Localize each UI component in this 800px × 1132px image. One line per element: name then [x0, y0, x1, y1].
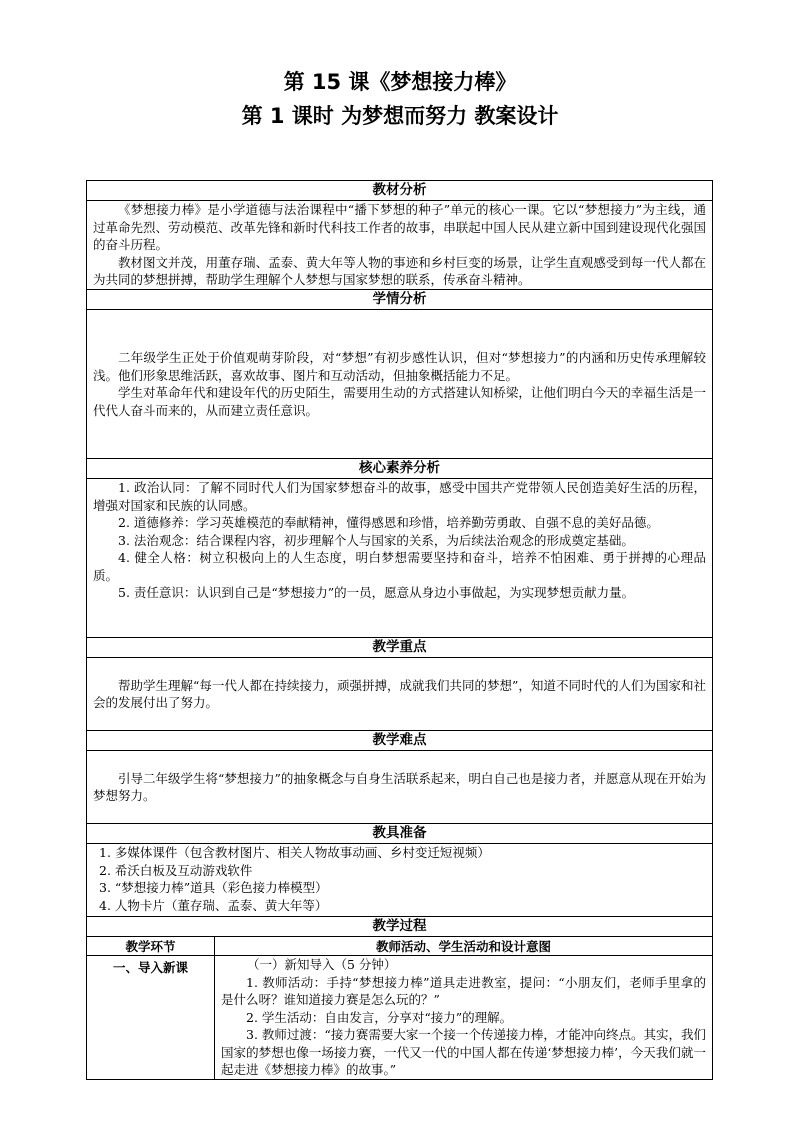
paragraph: 教材图文并茂，用董存瑞、孟泰、黄大年等人物的事迹和乡村巨变的场景，让学生直观感受到每一代人都在为共同的梦想拼搏，帮助学生理解个人梦想与国家梦想的联系，传承奋斗精神。 [93, 254, 706, 287]
lesson-plan-table [86, 180, 713, 1080]
section-heading-literacy: 核心素养分析 [87, 459, 713, 479]
section-body-students [87, 310, 713, 459]
section-heading-process: 教学过程 [87, 917, 713, 937]
stage-label: 一、导入新课 [87, 956, 215, 1080]
section-body-tools [87, 844, 713, 917]
section-body-difficulty [87, 751, 713, 824]
paragraph: 1. 政治认同：了解不同时代人们为国家梦想奋斗的故事，感受中国共产党带领人民创造美好生活的历程，增强对国家和民族的认同感。 [93, 480, 706, 513]
document-subtitle: 第 1 课时 为梦想而努力 教案设计 [241, 104, 559, 128]
list-item: 4. 人物卡片（董存瑞、孟泰、黄大年等） [99, 897, 328, 913]
paragraph: 二年级学生正处于价值观萌芽阶段，对“梦想”有初步感性认识，但对“梦想接力”的内涵和历史传承理解较浅。他们形象思维活跃，喜欢故事、图片和互动活动，但抽象概括能力不足。 [93, 350, 706, 383]
section-body-literacy [87, 479, 713, 638]
paragraph: 3. 教师过渡：“接力赛需要大家一个接一个传递接力棒，才能冲向终点。其实，我们国家的梦想也像一场接力赛，一代又一代的中国人都在传递‘梦想接力棒’，今天我们就一起走进《梦想接力棒》的故事。” [221, 1027, 706, 1077]
paragraph: 《梦想接力棒》是小学道德与法治课程中“播下梦想的种子”单元的核心一课。它以“梦想接力”为主线，通过革命先烈、劳动模范、改革先锋和新时代科技工作者的故事，串联起中国人民从建立新中国到建设现代化强国的奋斗历程。 [93, 202, 706, 252]
section-heading-keypoint: 教学重点 [87, 638, 713, 658]
section-heading-students: 学情分析 [87, 290, 713, 310]
column-header-activity: 教师活动、学生活动和设计意图 [215, 937, 713, 956]
list-item: 1. 多媒体课件（包含教材图片、相关人物故事动画、乡村变迁短视频） [99, 845, 490, 860]
column-header-stage: 教学环节 [87, 937, 215, 956]
list-item: 2. 希沃白板及互动游戏软件 [99, 862, 253, 878]
paragraph: 引导二年级学生将“梦想接力”的抽象概念与自身生活联系起来，明白自己也是接力者，并愿意从现在开始为梦想努力。 [93, 770, 706, 803]
stage-activity [215, 956, 713, 1080]
paragraph: 2. 学生活动：自由发言，分享对“接力”的理解。 [246, 1009, 513, 1025]
section-body-textbook [87, 201, 713, 290]
section-heading-textbook: 教材分析 [87, 181, 713, 201]
paragraph: 5. 责任意识：认识到自己是“梦想接力”的一员，愿意从身边小事做起，为实现梦想贡献力量。 [118, 585, 635, 600]
paragraph: 3. 法治观念：结合课程内容，初步理解个人与国家的关系，为后续法治观念的形成奠定基础。 [118, 532, 634, 548]
paragraph: 帮助学生理解“每一代人都在持续接力，顽强拼搏，成就我们共同的梦想”，知道不同时代的人们为国家和社会的发展付出了努力。 [93, 677, 706, 710]
paragraph: 1. 教师活动：手持“梦想接力棒”道具走进教室，提问：“小朋友们，老师手里拿的是什么呀？谁知道接力赛是怎么玩的？” [221, 974, 706, 1007]
section-heading-tools: 教具准备 [87, 824, 713, 844]
list-item: 3. “梦想接力棒”道具（彩色接力棒模型） [99, 880, 328, 895]
section-heading-difficulty: 教学难点 [87, 731, 713, 751]
paragraph: 2. 道德修养：学习英雄模范的奉献精神，懂得感恩和珍惜，培养勤劳勇敢、自强不息的美好品德。 [118, 515, 659, 530]
subheading: （一）新知导入（5 分钟） [247, 957, 397, 972]
document-title: 第 15 课《梦想接力棒》 [283, 70, 517, 94]
paragraph: 学生对革命年代和建设年代的历史陌生，需要用生动的方式搭建认知桥梁，让他们明白今天的幸福生活是一代代人奋斗而来的，从而建立责任意识。 [93, 385, 706, 418]
section-body-keypoint [87, 658, 713, 731]
paragraph: 4. 健全人格：树立积极向上的人生态度，明白梦想需要坚持和奋斗，培养不怕困难、勇于拼搏的心理品质。 [93, 550, 706, 583]
